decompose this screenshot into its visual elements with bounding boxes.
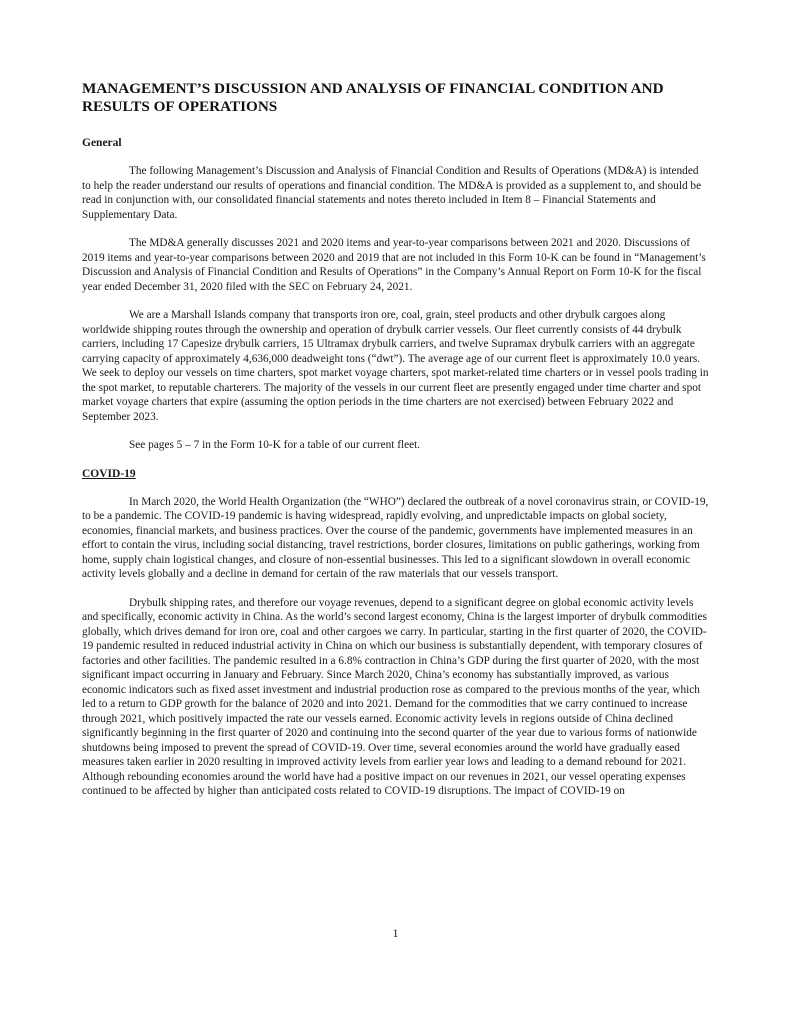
general-heading: General [82, 137, 122, 149]
covid-paragraph-2: Drybulk shipping rates, and therefore our voyage revenues, depend to a significant degree on global economic activity levels and specifically, economic activity in China. As the world’s second largest economy, China is the largest importer of drybulk commodities globally, which drives demand for iron ore, coal and other cargoes we carry. In particular, starting in the first quarter of 2020, the COVID-19 pandemic resulted in reduced industrial activity in China on which our business is substantially dependent, with temporary closures of factories and other facilities. The pandemic resulted in a 6.8% contraction in China’s GDP during the first quarter of 2020, with the most significant impact occurring in January and February. Since March 2020, China’s economy has substantially improved, as various economic indicators such as fixed asset investment and industrial production rose as compared to the previous months of the year, which led to a return to GDP growth for the balance of 2020 and into 2021. Demand for the commodities that we carry continued to increase through 2021, which positively impacted the rate our vessels earned. Economic activity levels in regions outside of China declined significantly beginning in the first quarter of 2020 and continuing into the second quarter of the year due to various forms of nationwide shutdowns being imposed to prevent the spread of COVID-19. Over time, several economies around the world have gradually eased measures taken earlier in 2020 resulting in improved activity levels from earlier year lows and leading to a demand rebound for 2021. Although rebounding economies around the world have had a positive impact on our revenues in 2021, our vessel operating expenses continued to be affected by higher than anticipated costs related to COVID-19 disruptions. The impact of COVID-19 on [82, 596, 707, 797]
covid-heading: COVID-19 [82, 467, 136, 480]
general-paragraph-3: We are a Marshall Islands company that transports iron ore, coal, grain, steel products and other drybulk cargoes along worldwide shipping routes through the ownership and operation of drybulk carrier vessels. Our fleet currently consists of 44 drybulk carriers, including 17 Capesize drybulk carriers, 15 Ultramax drybulk carriers, and twelve Supramax drybulk carriers with an aggregate carrying capacity of approximately 4,636,000 deadweight tons (“dwt”). The average age of our current fleet is approximately 10.0 years. We seek to deploy our vessels on time charters, spot market voyage charters, spot market-related time charters or in vessel pools trading in the spot market, to reputable charterers. The majority of the vessels in our current fleet are presently engaged under time charter and spot market voyage charters that expire (assuming the option periods in the time charters are not exercised) between February 2022 and September 2023. [82, 309, 709, 423]
general-paragraph-2: The MD&A generally discusses 2021 and 2020 items and year-to-year comparisons between 2021 and 2020. Discussions of 2019 items and year-to-year comparisons between 2020 and 2019 that are not included in this Form 10-K can be found in “Management’s Discussion and Analysis of Financial Condition and Results of Operations” in the Company’s Annual Report on Form 10-K for the fiscal year ended December 31, 2020 filed with the SEC on February 24, 2021. [82, 237, 706, 293]
document-page [82, 80, 710, 799]
covid-paragraph-1: In March 2020, the World Health Organization (the “WHO”) declared the outbreak of a novel coronavirus strain, or COVID-19, to be a pandemic. The COVID-19 pandemic is having widespread, rapidly evolving, and unpredictable impacts on global society, economies, financial markets, and business practices. Over the course of the pandemic, governments have implemented measures in an effort to contain the virus, including social distancing, travel restrictions, border closures, limitations on public gatherings, working from home, supply chain logistical changes, and closure of non-essential businesses. This led to a significant slowdown in overall economic activity levels globally and a decline in demand for certain of the raw materials that our vessels transport. [82, 495, 709, 580]
page-title: MANAGEMENT’S DISCUSSION AND ANALYSIS OF FINANCIAL CONDITION AND RESULTS OF OPERATIONS [82, 80, 664, 115]
page-number: 1 [392, 928, 399, 940]
general-paragraph-4: See pages 5 – 7 in the Form 10-K for a table of our current fleet. [129, 439, 421, 451]
general-paragraph-1: The following Management’s Discussion and Analysis of Financial Condition and Results of Operations (MD&A) is intended to help the reader understand our results of operations and financial condition. The MD&A is provided as a supplement to, and should be read in conjunction with, our consolidated financial statements and notes thereto included in Item 8 – Financial Statements and Supplementary Data. [82, 165, 702, 221]
